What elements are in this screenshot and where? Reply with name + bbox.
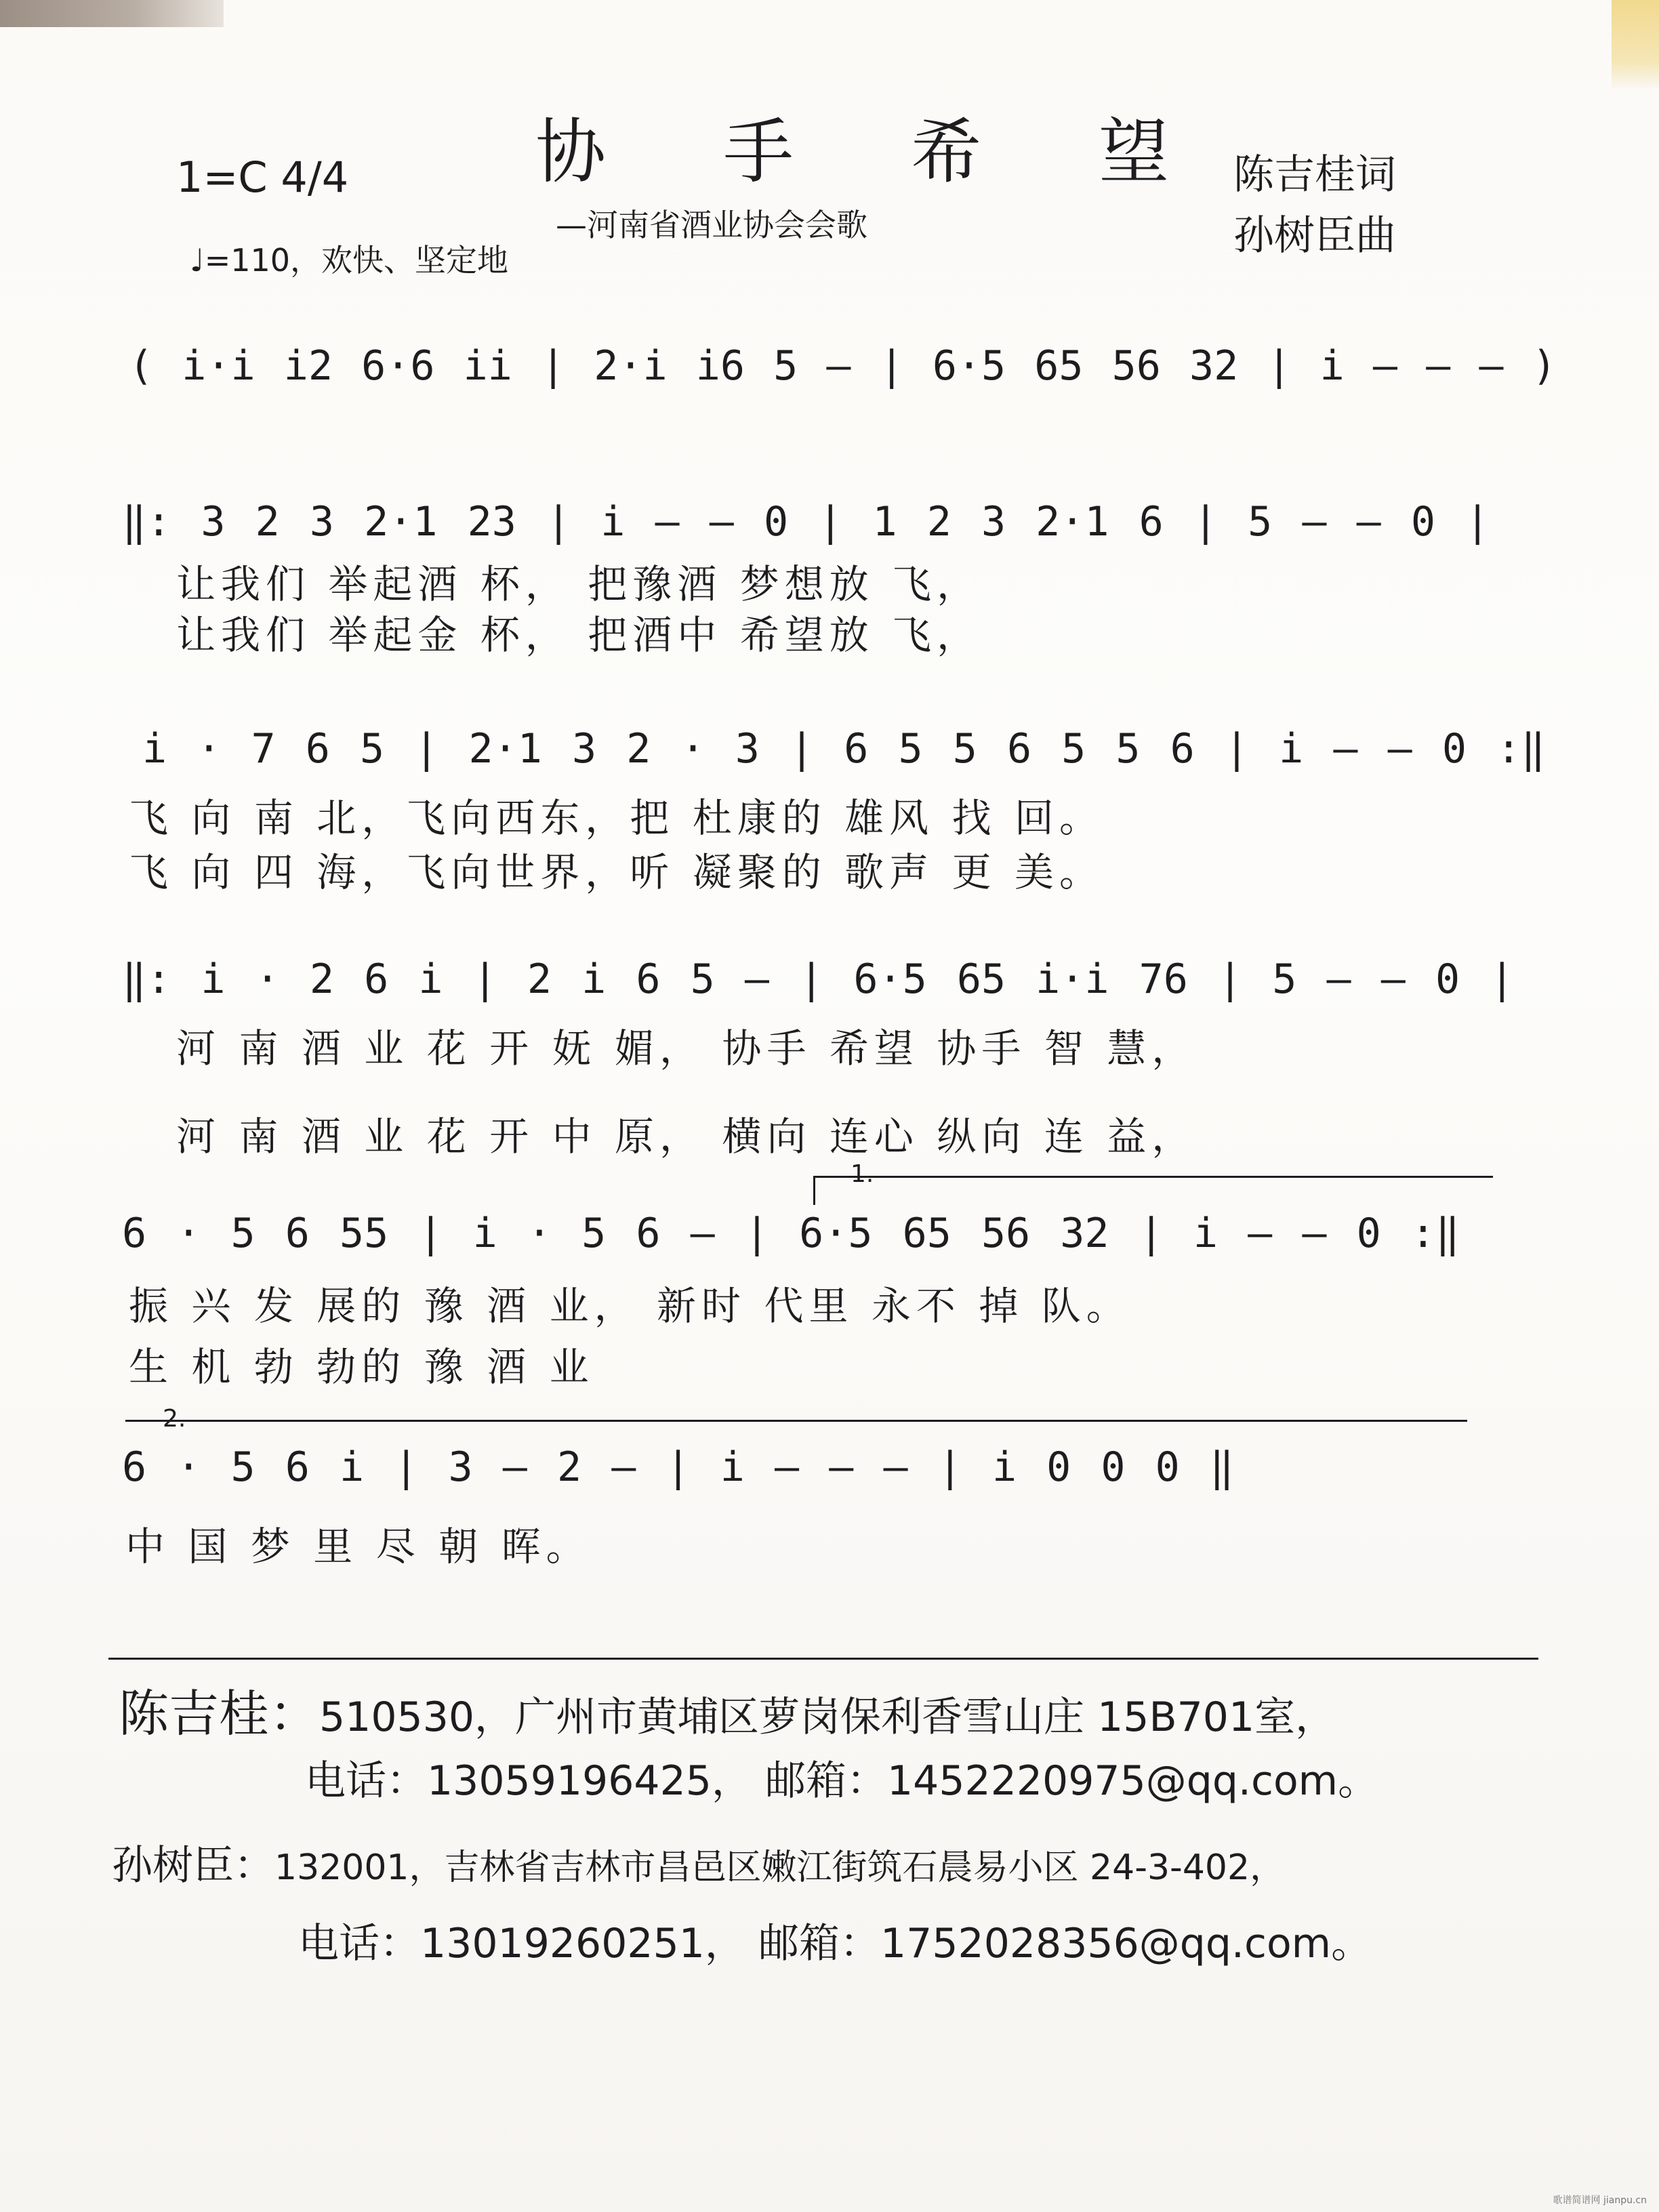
notes-line: ‖: i · 2 6 i | 2 i 6 5 — | 6·5 65 i·i 76 | 5 — — 0 | — [122, 956, 1515, 1003]
volta-2-label: 2. — [163, 1405, 186, 1433]
song-title: 协 手 希 望 — [535, 110, 1217, 193]
lyric-line-2: 飞 向 四 海，飞向世界，听 凝聚的 歌声 更 美。 — [129, 849, 1105, 895]
lyric-line-1: 中 国 梦 里 尽 朝 晖。 — [125, 1523, 591, 1570]
contact-address: 132001，吉林省吉林市昌邑区嫩江街筑石晨易小区 24-3-402， — [274, 1847, 1286, 1888]
contact-sun — [112, 1833, 1285, 1891]
notes-line: 6 · 5 6 55 | i · 5 6 — | 6·5 65 56 32 | i — — 0 :‖ — [122, 1210, 1460, 1257]
phone-number: 13059196425， — [427, 1757, 752, 1805]
phone-label: 电话： — [305, 1757, 427, 1805]
lyric-line-2: 让我们 举起金 杯， 把酒中 希望放 飞， — [176, 612, 982, 658]
divider-line — [108, 1658, 1538, 1660]
volta-1-label: 1. — [851, 1160, 874, 1188]
site-watermark: 歌谱简谱网 jianpu.cn — [1553, 2195, 1647, 2206]
notes-line: 6 · 5 6 i | 3 — 2 — | i — — — | i 0 0 0 ‖ — [122, 1443, 1235, 1491]
intro-notes: ( i·i i2 6·6 ii | 2·i i6 5 — | 6·5 65 56 32 | i — — — ) — [129, 342, 1557, 390]
notes-line: i · 7 6 5 | 2·1 3 2 · 3 | 6 5 5 6 5 5 6 | i — — 0 :‖ — [142, 725, 1546, 773]
key-signature: 1=C 4/4 — [176, 152, 349, 202]
contact-chen — [119, 1674, 1336, 1746]
background-edge — [0, 0, 224, 27]
lyric-line-1: 振 兴 发 展的 豫 酒 业， 新时 代里 永不 掉 队。 — [129, 1283, 1131, 1329]
intro-line — [129, 339, 1557, 393]
lyric-line-2: 生 机 勃 勃的 豫 酒 业 — [129, 1344, 594, 1390]
section-2-notes — [142, 722, 1545, 776]
section-3-notes — [122, 952, 1514, 1006]
lyric-line-1: 河 南 酒 业 花 开 妩 媚， 协手 希望 协手 智 慧， — [176, 1025, 1197, 1071]
lyric-line-1: 让我们 举起酒 杯， 把豫酒 梦想放 飞， — [176, 561, 982, 607]
section-5-notes — [122, 1440, 1234, 1494]
email-label: 邮箱： — [758, 1920, 880, 1967]
lyricist-credit: 陈吉桂词 — [1233, 151, 1396, 199]
phone-label: 电话： — [298, 1920, 420, 1967]
composer-credit: 孙树臣曲 — [1233, 212, 1396, 260]
contact-name: 孙树臣： — [112, 1842, 274, 1889]
section-1-notes — [122, 495, 1490, 549]
contact-name: 陈吉桂： — [119, 1685, 319, 1743]
tempo-marking: ♩=110，欢快、坚定地 — [190, 242, 509, 279]
contact-chen-phone — [305, 1748, 1378, 1807]
email-address: 1752028356@qq.com。 — [880, 1920, 1372, 1967]
notes-line: ‖: 3 2 3 2·1 23 | i — — 0 | 1 2 3 2·1 6 | 5 — — 0 | — [122, 498, 1490, 546]
section-4-notes — [122, 1206, 1460, 1261]
phone-number: 13019260251， — [420, 1920, 745, 1967]
background-edge — [1612, 0, 1659, 88]
lyric-line-2: 河 南 酒 业 花 开 中 原， 横向 连心 纵向 连 益， — [176, 1113, 1197, 1160]
volta-1-bracket — [813, 1176, 1493, 1205]
contact-address: 510530，广州市黄埔区萝岗保利香雪山庄 15B701室， — [319, 1694, 1336, 1741]
email-label: 邮箱： — [765, 1757, 887, 1805]
email-address: 1452220975@qq.com。 — [887, 1757, 1379, 1805]
song-subtitle: —河南省酒业协会会歌 — [556, 207, 867, 243]
lyric-line-1: 飞 向 南 北，飞向西东，把 杜康的 雄风 找 回。 — [129, 795, 1105, 841]
contact-sun-phone — [298, 1911, 1372, 1969]
